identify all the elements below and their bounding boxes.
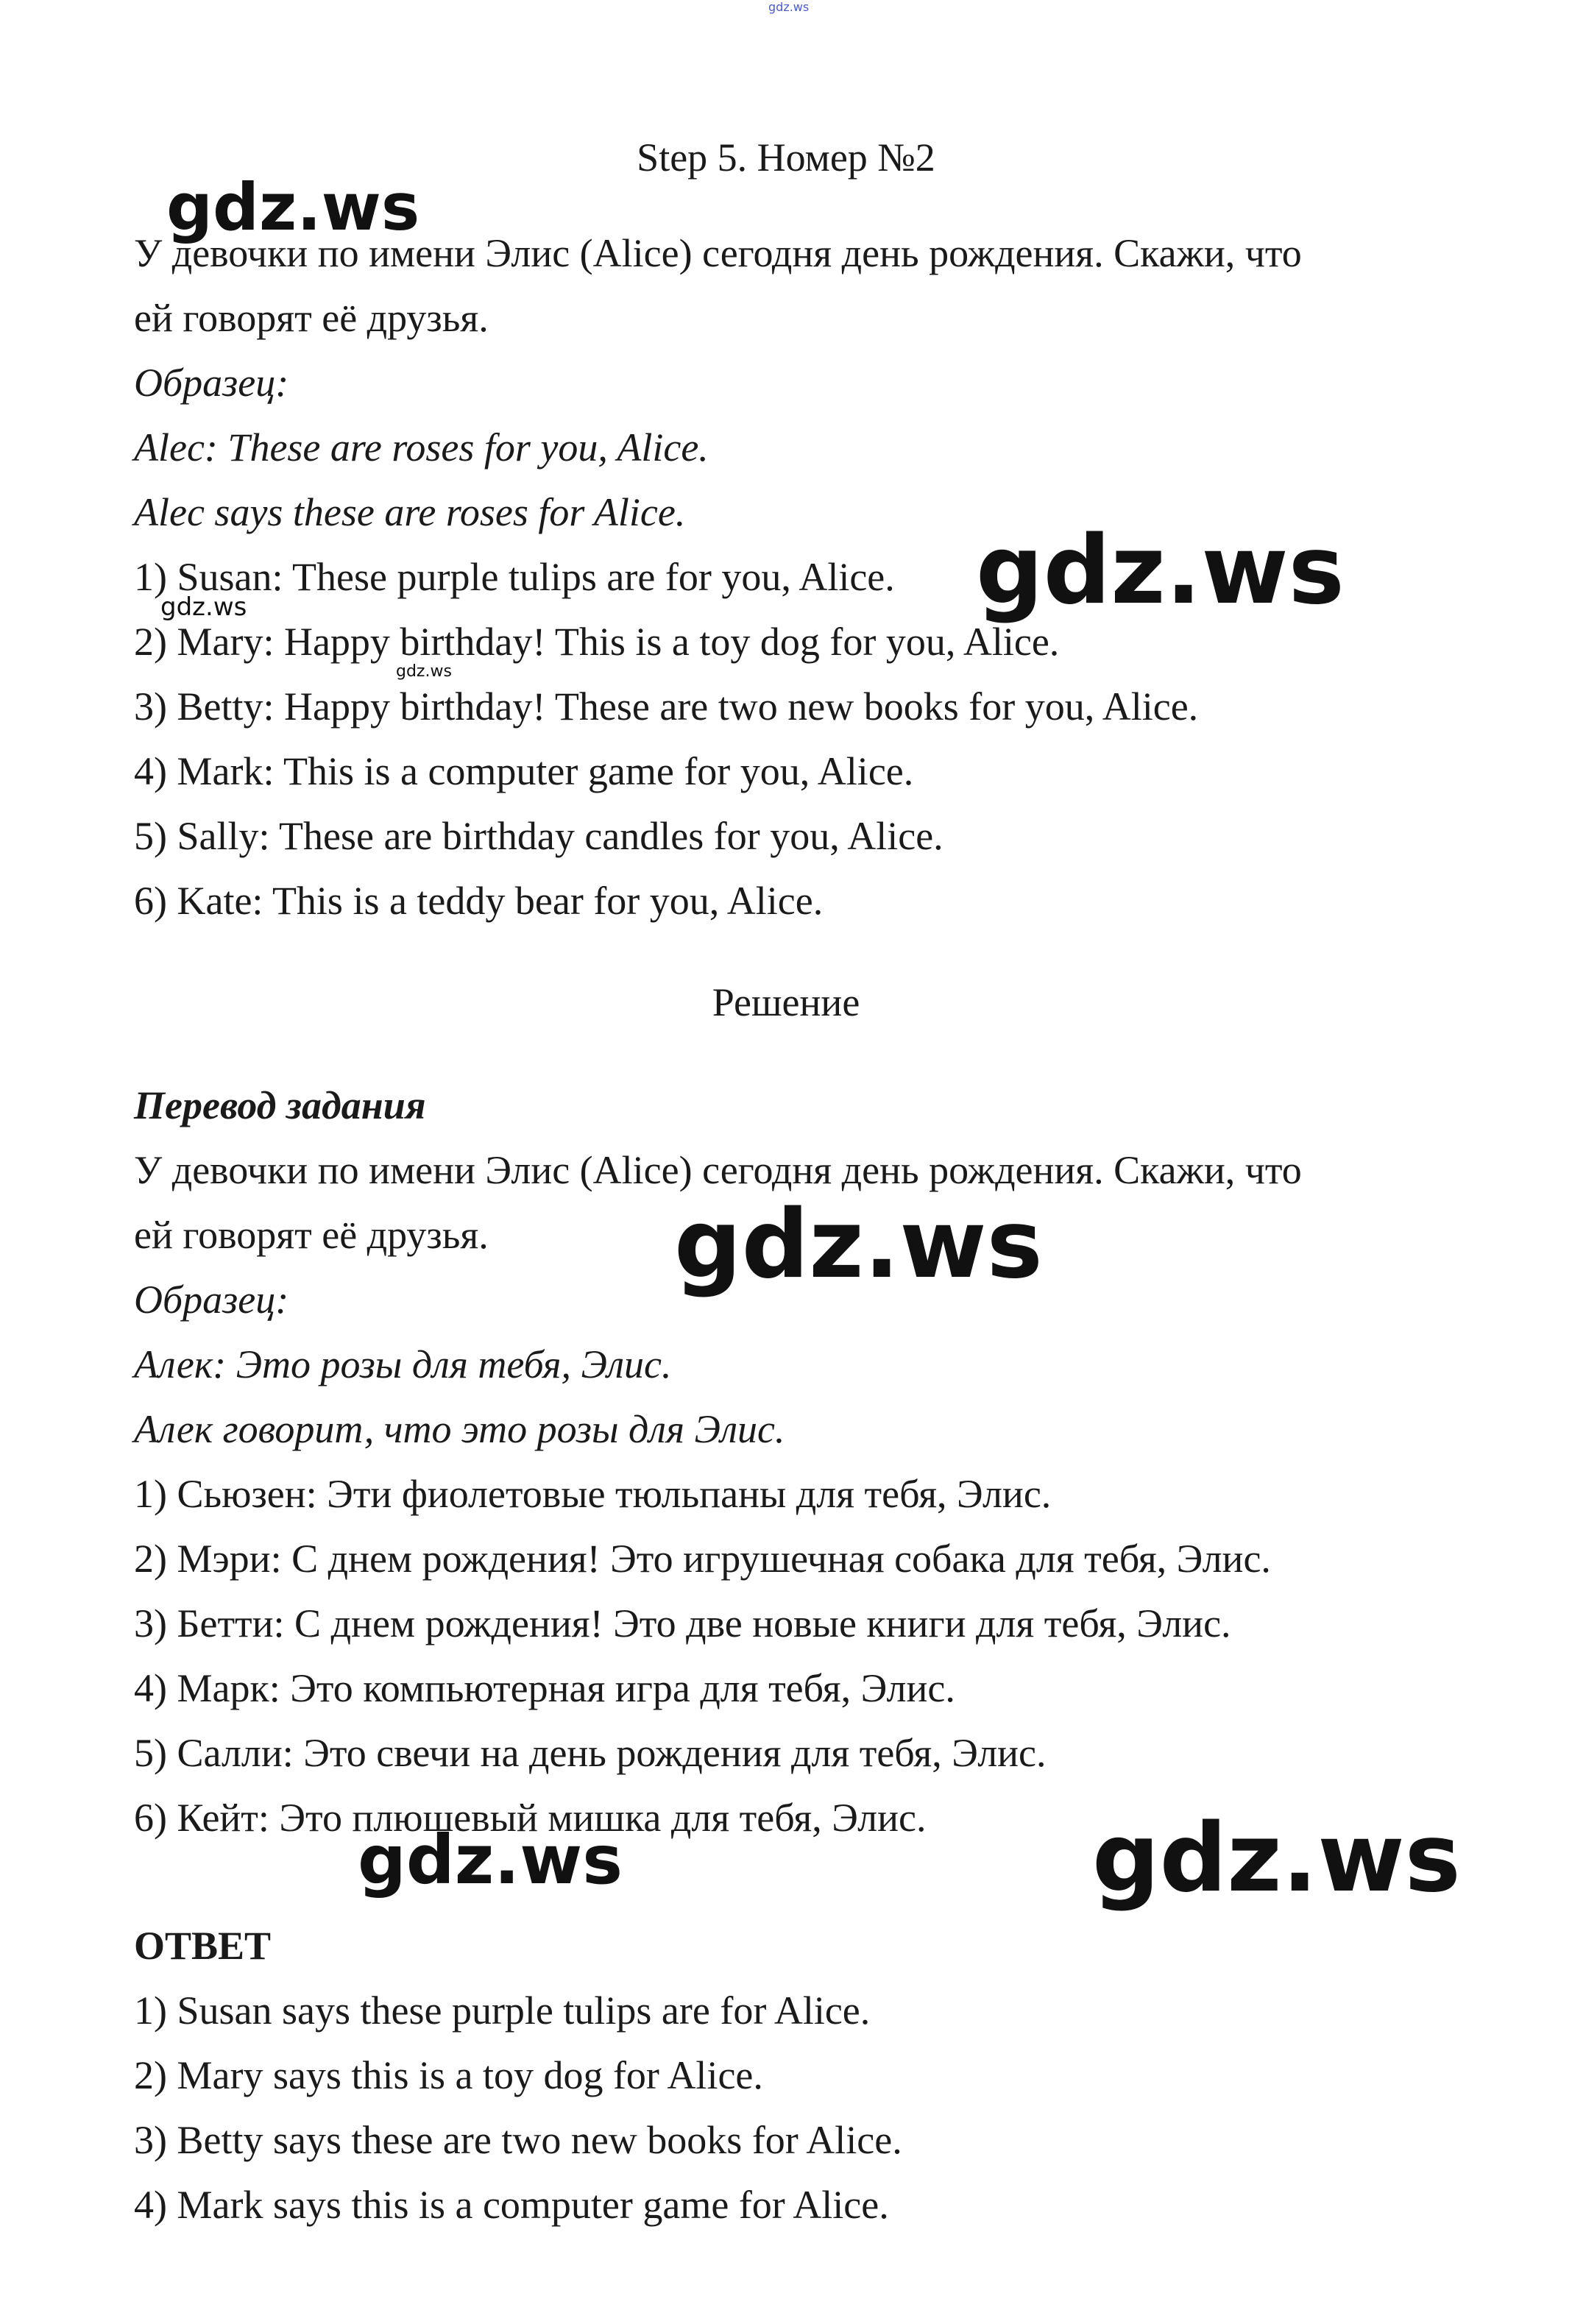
translation-item: 5) Салли: Это свечи на день рождения для тебя, Элис.: [134, 1731, 1047, 1775]
task-item: 5) Sally: These are birthday candles for you, Alice.: [134, 814, 943, 858]
task-item: 2) Mary: Happy birthday! This is a toy dog for you, Alice.: [134, 620, 1060, 664]
translation-item: 3) Бетти: С днем рождения! Это две новые книги для тебя, Элис.: [134, 1601, 1231, 1645]
task-item: 4) Mark: This is a computer game for you, Alice.: [134, 749, 914, 793]
page-title: Step 5. Номер №2: [637, 135, 935, 180]
translation-sample-line-1: Алек: Это розы для тебя, Элис.: [134, 1342, 672, 1386]
translation-sample-line-2: Алек говорит, что это розы для Элис.: [134, 1407, 785, 1451]
task-sample-line-2: Alec says these are roses for Alice.: [134, 490, 686, 534]
watermark: gdz.ws: [160, 592, 247, 622]
translation-intro-line-2: ей говорят её друзья.: [134, 1213, 489, 1257]
task-item: 6) Kate: This is a teddy bear for you, Alice.: [134, 879, 824, 923]
task-item: 1) Susan: These purple tulips are for you, Alice.: [134, 555, 895, 599]
answer-heading: ОТВЕТ: [134, 1924, 272, 1968]
translation-item: 6) Кейт: Это плюшевый мишка для тебя, Элис.: [134, 1796, 927, 1840]
translation-heading: Перевод задания: [134, 1083, 426, 1127]
watermark: gdz.ws: [674, 1190, 1043, 1300]
answer-item: 2) Mary says this is a toy dog for Alice.: [134, 2053, 763, 2097]
solution-heading: Решение: [712, 980, 860, 1024]
translation-item: 1) Сьюзен: Эти фиолетовые тюльпаны для тебя, Элис.: [134, 1472, 1052, 1516]
task-intro-line-2: ей говорят её друзья.: [134, 296, 489, 340]
translation-item: 4) Марк: Это компьютерная игра для тебя, Элис.: [134, 1666, 955, 1710]
top-watermark: gdz.ws: [768, 0, 810, 14]
translation-sample-label: Образец:: [134, 1278, 289, 1322]
task-sample-line-1: Alec: These are roses for you, Alice.: [134, 425, 709, 470]
watermark: gdz.ws: [1092, 1804, 1461, 1913]
answer-item: 4) Mark says this is a computer game for Alice.: [134, 2183, 889, 2227]
task-sample-label: Образец:: [134, 361, 289, 405]
translation-intro-line-1: У девочки по имени Элис (Alice) сегодня день рождения. Скажи, что: [134, 1148, 1302, 1192]
watermark: gdz.ws: [976, 516, 1345, 626]
watermark: gdz.ws: [166, 169, 420, 245]
answer-item: 1) Susan says these purple tulips are for Alice.: [134, 1988, 871, 2033]
answer-item: 3) Betty says these are two new books for Alice.: [134, 2118, 902, 2162]
watermark: gdz.ws: [396, 662, 452, 681]
watermark: gdz.ws: [358, 1821, 623, 1899]
translation-item: 2) Мэри: С днем рождения! Это игрушечная собака для тебя, Элис.: [134, 1537, 1271, 1581]
task-item: 3) Betty: Happy birthday! These are two new books for you, Alice.: [134, 684, 1199, 729]
task-intro-line-1: У девочки по имени Элис (Alice) сегодня день рождения. Скажи, что: [134, 231, 1302, 275]
